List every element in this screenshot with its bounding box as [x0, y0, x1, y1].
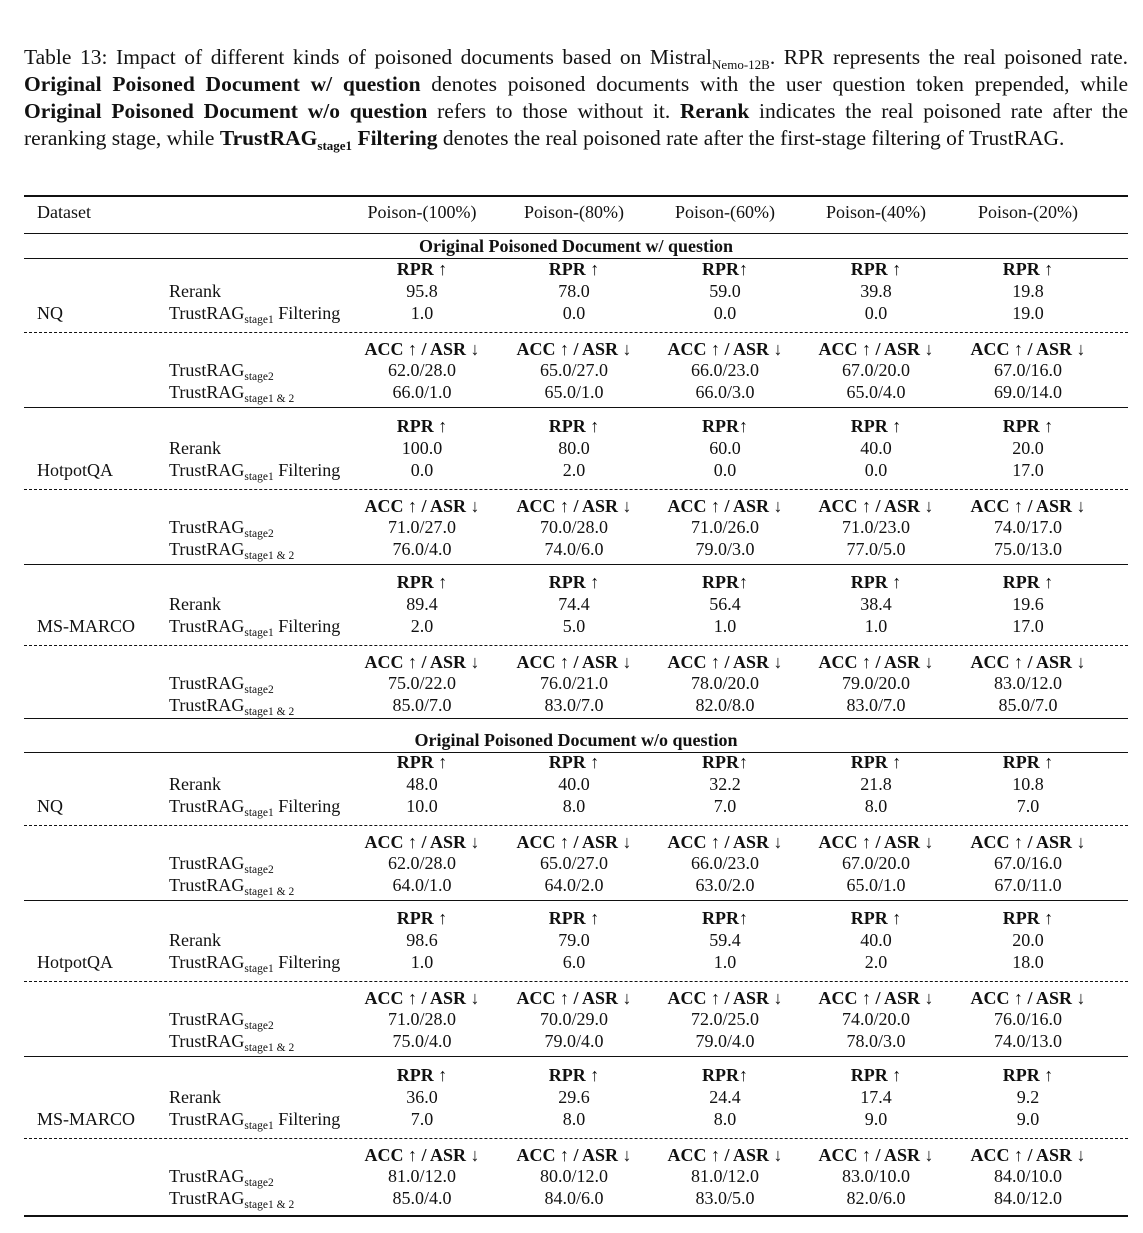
rerank-value: 40.0	[860, 438, 892, 458]
stage2-value: 67.0/16.0	[993, 360, 1062, 380]
stage12-value: 74.0/6.0	[544, 539, 604, 559]
stage2-value: 67.0/20.0	[841, 853, 910, 873]
stage2-label	[169, 672, 274, 694]
rpr-label: RPR ↑	[1002, 752, 1054, 772]
rerank-value: 79.0	[558, 930, 590, 950]
dataset-divider	[24, 564, 1128, 565]
rerank-value: 36.0	[406, 1087, 438, 1107]
rerank-value: 40.0	[558, 774, 590, 794]
stage12-label-text: TrustRAG	[169, 539, 245, 559]
filtering-label-text: TrustRAG	[169, 616, 245, 636]
rpr-label: RPR ↑	[548, 572, 600, 592]
rpr-label: RPR ↑	[548, 1065, 600, 1085]
stage2-value: 75.0/22.0	[387, 673, 456, 693]
stage2-label-text: TrustRAG	[169, 517, 245, 537]
stage12-label	[169, 1187, 294, 1209]
caption-text-4: refers to those without it.	[437, 98, 671, 123]
rpr-label: RPR ↑	[850, 572, 902, 592]
stage12-value: 75.0/4.0	[392, 1031, 452, 1051]
stage2-label-text: TrustRAG	[169, 360, 245, 380]
stage2-value: 65.0/27.0	[539, 853, 608, 873]
stage12-value: 82.0/6.0	[846, 1188, 906, 1208]
dashed-divider	[24, 1138, 1128, 1139]
rpr-label: RPR ↑	[548, 908, 600, 928]
stage12-value: 79.0/4.0	[695, 1031, 755, 1051]
stage12-label	[169, 538, 294, 560]
rerank-value: 100.0	[401, 438, 443, 458]
dataset-name: HotpotQA	[37, 952, 113, 972]
filtering-label	[169, 302, 340, 324]
stage2-label-subscript: stage2	[244, 864, 274, 876]
header-col-4: Poison-(20%)	[978, 202, 1078, 222]
filtering-value: 1.0	[713, 616, 737, 636]
rerank-label: Rerank	[169, 930, 221, 950]
stage12-value: 79.0/3.0	[695, 539, 755, 559]
stage2-value: 72.0/25.0	[690, 1009, 759, 1029]
stage2-value: 62.0/28.0	[387, 853, 456, 873]
rerank-value: 59.4	[709, 930, 741, 950]
acc-asr-label: ACC ↑ / ASR ↓	[667, 339, 783, 359]
filtering-label-tail: Filtering	[273, 796, 341, 816]
acc-asr-label: ACC ↑ / ASR ↓	[364, 339, 480, 359]
stage12-label-text: TrustRAG	[169, 875, 245, 895]
stage12-value: 67.0/11.0	[994, 875, 1062, 895]
rerank-value: 10.8	[1012, 774, 1044, 794]
filtering-value: 2.0	[864, 952, 888, 972]
acc-asr-label: ACC ↑ / ASR ↓	[970, 988, 1086, 1008]
stage12-label-text: TrustRAG	[169, 695, 245, 715]
rerank-value: 74.4	[558, 594, 590, 614]
filtering-label	[169, 951, 340, 973]
stage12-value: 83.0/7.0	[544, 695, 604, 715]
filtering-value: 19.0	[1012, 303, 1044, 323]
stage12-value: 76.0/4.0	[392, 539, 452, 559]
stage2-label	[169, 852, 274, 874]
rerank-value: 21.8	[860, 774, 892, 794]
dashed-divider	[24, 981, 1128, 982]
stage12-value: 77.0/5.0	[846, 539, 906, 559]
rerank-value: 24.4	[709, 1087, 741, 1107]
rpr-label: RPR ↑	[850, 1065, 902, 1085]
acc-asr-label: ACC ↑ / ASR ↓	[516, 832, 632, 852]
acc-asr-label: ACC ↑ / ASR ↓	[818, 832, 934, 852]
stage2-value: 67.0/20.0	[841, 360, 910, 380]
rerank-value: 29.6	[558, 1087, 590, 1107]
caption-bold-1: Original Poisoned Document w/ question	[24, 71, 421, 96]
rerank-value: 48.0	[406, 774, 438, 794]
rerank-value: 40.0	[860, 930, 892, 950]
filtering-value: 1.0	[410, 952, 434, 972]
header-col-1: Poison-(80%)	[524, 202, 624, 222]
rerank-value: 19.8	[1012, 281, 1044, 301]
rpr-label: RPR ↑	[850, 416, 902, 436]
stage12-value: 85.0/7.0	[998, 695, 1058, 715]
filtering-value: 7.0	[1016, 796, 1040, 816]
filtering-value: 0.0	[864, 460, 888, 480]
filtering-value: 0.0	[864, 303, 888, 323]
stage2-value: 65.0/27.0	[539, 360, 608, 380]
filtering-value: 1.0	[864, 616, 888, 636]
filtering-value: 7.0	[410, 1109, 434, 1129]
stage12-label	[169, 874, 294, 896]
acc-asr-label: ACC ↑ / ASR ↓	[667, 988, 783, 1008]
acc-asr-label: ACC ↑ / ASR ↓	[364, 652, 480, 672]
stage2-label-subscript: stage2	[244, 1020, 274, 1032]
rerank-value: 56.4	[709, 594, 741, 614]
stage2-value: 62.0/28.0	[387, 360, 456, 380]
stage12-value: 65.0/1.0	[846, 875, 906, 895]
stage12-value: 65.0/4.0	[846, 382, 906, 402]
table-top-rule	[24, 195, 1128, 197]
acc-asr-label: ACC ↑ / ASR ↓	[516, 496, 632, 516]
stage12-value: 66.0/3.0	[695, 382, 755, 402]
stage12-value: 85.0/7.0	[392, 695, 452, 715]
rpr-label: RPR ↑	[396, 1065, 448, 1085]
stage2-value: 71.0/26.0	[690, 517, 759, 537]
filtering-value: 0.0	[713, 303, 737, 323]
dataset-name: MS-MARCO	[37, 616, 136, 636]
filtering-label-text: TrustRAG	[169, 303, 245, 323]
stage12-value: 75.0/13.0	[993, 539, 1062, 559]
stage2-value: 71.0/27.0	[387, 517, 456, 537]
acc-asr-label: ACC ↑ / ASR ↓	[970, 832, 1086, 852]
stage2-value: 71.0/28.0	[387, 1009, 456, 1029]
dataset-name: NQ	[37, 303, 63, 323]
rpr-label: RPR ↑	[396, 259, 448, 279]
header-col-3: Poison-(40%)	[826, 202, 926, 222]
filtering-label-tail: Filtering	[273, 1109, 341, 1129]
acc-asr-label: ACC ↑ / ASR ↓	[667, 496, 783, 516]
filtering-value: 5.0	[562, 616, 586, 636]
stage12-label-subscript: stage1 & 2	[244, 1199, 295, 1211]
caption-bold-4-tail: Filtering	[357, 125, 438, 150]
header-col-2: Poison-(60%)	[675, 202, 775, 222]
stage2-label	[169, 1165, 274, 1187]
stage12-label-text: TrustRAG	[169, 382, 245, 402]
rpr-label: RPR↑	[702, 908, 748, 928]
filtering-value: 10.0	[406, 796, 438, 816]
filtering-label	[169, 1108, 340, 1130]
stage2-value: 83.0/10.0	[841, 1166, 910, 1186]
acc-asr-label: ACC ↑ / ASR ↓	[667, 832, 783, 852]
stage2-label-text: TrustRAG	[169, 853, 245, 873]
filtering-value: 2.0	[410, 616, 434, 636]
filtering-value: 17.0	[1012, 460, 1044, 480]
rerank-label: Rerank	[169, 594, 221, 614]
filtering-value: 9.0	[1016, 1109, 1040, 1129]
rerank-value: 38.4	[860, 594, 892, 614]
acc-asr-label: ACC ↑ / ASR ↓	[364, 1145, 480, 1165]
stage2-value: 67.0/16.0	[993, 853, 1062, 873]
rerank-label: Rerank	[169, 774, 221, 794]
stage2-value: 71.0/23.0	[841, 517, 910, 537]
dataset-name: HotpotQA	[37, 460, 113, 480]
stage12-label-text: TrustRAG	[169, 1031, 245, 1051]
stage2-label	[169, 516, 274, 538]
caption-bold-4-sub: stage1	[317, 137, 353, 153]
filtering-value: 1.0	[713, 952, 737, 972]
rerank-value: 9.2	[1016, 1087, 1040, 1107]
stage12-value: 82.0/8.0	[695, 695, 755, 715]
stage12-value: 84.0/6.0	[544, 1188, 604, 1208]
rerank-value: 80.0	[558, 438, 590, 458]
section-title: Original Poisoned Document w/o question	[414, 730, 738, 750]
stage2-value: 80.0/12.0	[539, 1166, 608, 1186]
rpr-label: RPR ↑	[548, 416, 600, 436]
dashed-divider	[24, 332, 1128, 333]
filtering-label-subscript: stage1	[244, 627, 274, 639]
acc-asr-label: ACC ↑ / ASR ↓	[818, 652, 934, 672]
table-caption	[24, 44, 1128, 152]
rpr-label: RPR↑	[702, 1065, 748, 1085]
filtering-label-tail: Filtering	[273, 952, 341, 972]
stage2-label	[169, 1008, 274, 1030]
acc-asr-label: ACC ↑ / ASR ↓	[818, 339, 934, 359]
stage2-value: 78.0/20.0	[690, 673, 759, 693]
section-divider	[24, 718, 1128, 719]
rpr-label: RPR↑	[702, 259, 748, 279]
rerank-value: 95.8	[406, 281, 438, 301]
caption-bold-4-main: TrustRAG	[219, 125, 318, 150]
caption-label: Table 13:	[24, 44, 108, 69]
stage12-value: 63.0/2.0	[695, 875, 755, 895]
stage12-value: 64.0/2.0	[544, 875, 604, 895]
caption-bold-2: Original Poisoned Document w/o question	[24, 98, 428, 123]
filtering-label-tail: Filtering	[273, 303, 341, 323]
header-col-0: Poison-(100%)	[367, 202, 477, 222]
acc-asr-label: ACC ↑ / ASR ↓	[667, 652, 783, 672]
acc-asr-label: ACC ↑ / ASR ↓	[970, 496, 1086, 516]
filtering-value: 8.0	[864, 796, 888, 816]
stage2-label-subscript: stage2	[244, 528, 274, 540]
filtering-value: 8.0	[562, 1109, 586, 1129]
rpr-label: RPR ↑	[850, 752, 902, 772]
rerank-label: Rerank	[169, 281, 221, 301]
rerank-label: Rerank	[169, 1087, 221, 1107]
caption-model-subscript: Nemo-12B	[712, 56, 770, 72]
rerank-value: 78.0	[558, 281, 590, 301]
dataset-name: NQ	[37, 796, 63, 816]
filtering-label-text: TrustRAG	[169, 1109, 245, 1129]
stage2-label-subscript: stage2	[244, 371, 274, 383]
filtering-value: 7.0	[713, 796, 737, 816]
stage12-value: 65.0/1.0	[544, 382, 604, 402]
rpr-label: RPR ↑	[396, 752, 448, 772]
acc-asr-label: ACC ↑ / ASR ↓	[667, 1145, 783, 1165]
rpr-label: RPR ↑	[396, 572, 448, 592]
stage2-value: 83.0/12.0	[993, 673, 1062, 693]
caption-bold-3: Rerank	[680, 98, 750, 123]
stage12-value: 69.0/14.0	[993, 382, 1062, 402]
header-rule	[24, 233, 1128, 234]
stage12-label	[169, 1030, 294, 1052]
stage12-value: 83.0/7.0	[846, 695, 906, 715]
rerank-value: 89.4	[406, 594, 438, 614]
stage2-value: 70.0/29.0	[539, 1009, 608, 1029]
stage2-value: 74.0/20.0	[841, 1009, 910, 1029]
rerank-value: 20.0	[1012, 930, 1044, 950]
acc-asr-label: ACC ↑ / ASR ↓	[516, 988, 632, 1008]
stage2-value: 79.0/20.0	[841, 673, 910, 693]
stage2-value: 76.0/21.0	[539, 673, 608, 693]
stage12-value: 64.0/1.0	[392, 875, 452, 895]
acc-asr-label: ACC ↑ / ASR ↓	[516, 652, 632, 672]
section-title: Original Poisoned Document w/ question	[418, 236, 734, 256]
acc-asr-label: ACC ↑ / ASR ↓	[818, 496, 934, 516]
stage12-label-subscript: stage1 & 2	[244, 550, 295, 562]
stage12-value: 85.0/4.0	[392, 1188, 452, 1208]
filtering-value: 8.0	[562, 796, 586, 816]
stage12-label	[169, 381, 294, 403]
filtering-label-subscript: stage1	[244, 314, 274, 326]
dataset-divider	[24, 407, 1128, 408]
filtering-value: 1.0	[410, 303, 434, 323]
caption-bold-4	[219, 125, 438, 153]
filtering-value: 0.0	[713, 460, 737, 480]
filtering-value: 6.0	[562, 952, 586, 972]
rpr-label: RPR ↑	[1002, 259, 1054, 279]
filtering-value: 9.0	[864, 1109, 888, 1129]
rerank-value: 17.4	[860, 1087, 892, 1107]
acc-asr-label: ACC ↑ / ASR ↓	[818, 988, 934, 1008]
stage12-value: 84.0/12.0	[993, 1188, 1062, 1208]
caption-text-5: indicates the real poisoned rate after the reranking stage, while	[24, 98, 1128, 150]
stage2-value: 66.0/23.0	[690, 853, 759, 873]
dashed-divider	[24, 489, 1128, 490]
filtering-label-text: TrustRAG	[169, 952, 245, 972]
rpr-label: RPR ↑	[850, 908, 902, 928]
rerank-value: 32.2	[709, 774, 741, 794]
rpr-label: RPR ↑	[850, 259, 902, 279]
stage12-label-subscript: stage1 & 2	[244, 393, 295, 405]
header-dataset: Dataset	[37, 202, 91, 222]
rpr-label: RPR ↑	[396, 416, 448, 436]
filtering-label-subscript: stage1	[244, 963, 274, 975]
caption-text-2: . RPR represents the real poisoned rate.	[769, 44, 1128, 69]
rpr-label: RPR ↑	[1002, 1065, 1054, 1085]
stage2-label-subscript: stage2	[244, 1177, 274, 1189]
filtering-label-subscript: stage1	[244, 807, 274, 819]
rpr-label: RPR↑	[702, 752, 748, 772]
caption-text-1: Impact of different kinds of poisoned documents based on Mistral	[116, 44, 713, 69]
filtering-label-tail: Filtering	[273, 616, 341, 636]
stage12-label-subscript: stage1 & 2	[244, 886, 295, 898]
dataset-divider	[24, 900, 1128, 901]
dataset-divider	[24, 1056, 1128, 1057]
filtering-label-tail: Filtering	[273, 460, 341, 480]
stage2-label-text: TrustRAG	[169, 673, 245, 693]
rpr-label: RPR ↑	[1002, 572, 1054, 592]
filtering-label-text: TrustRAG	[169, 796, 245, 816]
dashed-divider	[24, 825, 1128, 826]
stage2-value: 70.0/28.0	[539, 517, 608, 537]
filtering-value: 0.0	[562, 303, 586, 323]
rerank-value: 20.0	[1012, 438, 1044, 458]
filtering-value: 17.0	[1012, 616, 1044, 636]
rpr-label: RPR ↑	[548, 259, 600, 279]
stage2-label-subscript: stage2	[244, 684, 274, 696]
filtering-label	[169, 459, 340, 481]
filtering-label-subscript: stage1	[244, 1120, 274, 1132]
dataset-name: MS-MARCO	[37, 1109, 136, 1129]
rpr-label: RPR↑	[702, 572, 748, 592]
stage12-value: 79.0/4.0	[544, 1031, 604, 1051]
acc-asr-label: ACC ↑ / ASR ↓	[364, 832, 480, 852]
rerank-value: 59.0	[709, 281, 741, 301]
stage2-label-text: TrustRAG	[169, 1009, 245, 1029]
stage2-value: 81.0/12.0	[690, 1166, 759, 1186]
stage2-value: 84.0/10.0	[993, 1166, 1062, 1186]
rpr-label: RPR ↑	[1002, 908, 1054, 928]
filtering-value: 8.0	[713, 1109, 737, 1129]
rerank-label: Rerank	[169, 438, 221, 458]
table-bottom-rule	[24, 1215, 1128, 1217]
stage12-value: 66.0/1.0	[392, 382, 452, 402]
acc-asr-label: ACC ↑ / ASR ↓	[516, 1145, 632, 1165]
stage2-value: 81.0/12.0	[387, 1166, 456, 1186]
acc-asr-label: ACC ↑ / ASR ↓	[364, 988, 480, 1008]
caption-text-6: denotes the real poisoned rate after the first-stage filtering of TrustRAG.	[442, 125, 1065, 150]
stage12-label-subscript: stage1 & 2	[244, 1042, 295, 1054]
stage12-value: 83.0/5.0	[695, 1188, 755, 1208]
rpr-label: RPR ↑	[396, 908, 448, 928]
acc-asr-label: ACC ↑ / ASR ↓	[818, 1145, 934, 1165]
acc-asr-label: ACC ↑ / ASR ↓	[970, 1145, 1086, 1165]
filtering-label	[169, 795, 340, 817]
caption-text-3: denotes poisoned documents with the user question token prepended, while	[431, 71, 1129, 96]
acc-asr-label: ACC ↑ / ASR ↓	[970, 339, 1086, 359]
stage12-value: 78.0/3.0	[846, 1031, 906, 1051]
dashed-divider	[24, 645, 1128, 646]
filtering-label	[169, 615, 340, 637]
rerank-value: 98.6	[406, 930, 438, 950]
rerank-value: 19.6	[1012, 594, 1044, 614]
filtering-label-text: TrustRAG	[169, 460, 245, 480]
stage2-value: 74.0/17.0	[993, 517, 1062, 537]
rerank-value: 60.0	[709, 438, 741, 458]
stage2-label	[169, 359, 274, 381]
acc-asr-label: ACC ↑ / ASR ↓	[364, 496, 480, 516]
stage2-label-text: TrustRAG	[169, 1166, 245, 1186]
rpr-label: RPR ↑	[1002, 416, 1054, 436]
rerank-value: 39.8	[860, 281, 892, 301]
stage12-value: 74.0/13.0	[993, 1031, 1062, 1051]
filtering-value: 2.0	[562, 460, 586, 480]
stage12-label-subscript: stage1 & 2	[244, 706, 295, 718]
stage12-label-text: TrustRAG	[169, 1188, 245, 1208]
acc-asr-label: ACC ↑ / ASR ↓	[970, 652, 1086, 672]
stage2-value: 76.0/16.0	[993, 1009, 1062, 1029]
filtering-value: 0.0	[410, 460, 434, 480]
filtering-value: 18.0	[1012, 952, 1044, 972]
rpr-label: RPR ↑	[548, 752, 600, 772]
filtering-label-subscript: stage1	[244, 471, 274, 483]
acc-asr-label: ACC ↑ / ASR ↓	[516, 339, 632, 359]
stage2-value: 66.0/23.0	[690, 360, 759, 380]
rpr-label: RPR↑	[702, 416, 748, 436]
stage12-label	[169, 694, 294, 716]
